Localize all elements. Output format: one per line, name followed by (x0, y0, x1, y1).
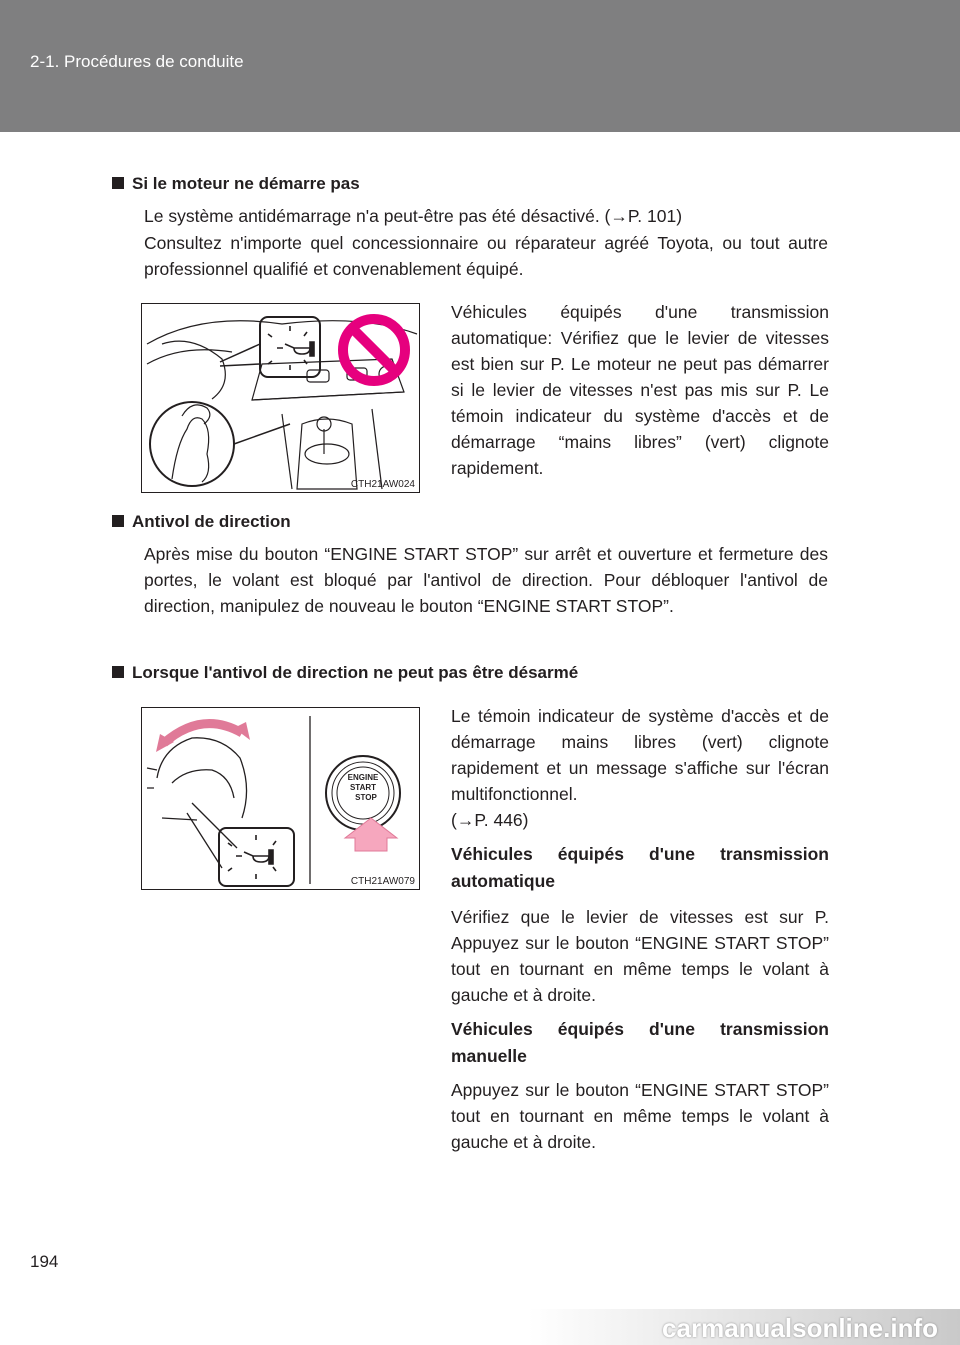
subsection-title-automatic: Véhicules équipés d'une transmission automatique (451, 844, 829, 891)
press-arrow-icon (345, 818, 397, 851)
figure-caption: Véhicules équipés d'une transmission automatique: Vérifiez que le levier de vitesses est bien sur P. Le moteur ne peut pas démarrer si le levier de vitesses n'est pas mis sur P. Le témoin indicateur du système d'accès et de démarrage “mains libres” (vert) clignote rapidement. (451, 302, 829, 478)
figure-steering-wheel-illustration (141, 707, 420, 890)
heading-text: Antivol de direction (132, 512, 291, 531)
paragraph: Consultez n'importe quel concessionnaire ou réparateur agréé Toyota, ou tout autre professionnel qualifié et convenablement équipé. (144, 233, 828, 279)
subsection-text-manual: Appuyez sur le bouton “ENGINE START STOP” tout en tournant en même temps le volant à gauche et à droite. (451, 1080, 829, 1152)
steering-wheel-and-button-illustration (142, 708, 420, 890)
heading-text: Si le moteur ne démarre pas (132, 174, 360, 193)
page-number: 194 (30, 1252, 59, 1271)
paragraph: Le système antidémarrage n'a peut-être pas été désactivé. (→P. 101) (144, 206, 683, 226)
no-entry-prohibition-icon (343, 319, 405, 381)
button-label-line: START (349, 783, 377, 792)
chapter-title: 2-1. Procédures de conduite (30, 52, 244, 71)
watermark (0, 1309, 960, 1345)
button-label-line: ENGINE (347, 773, 379, 782)
page-header (0, 0, 960, 132)
bullet-square-icon (112, 666, 124, 678)
section-heading-steering-lock (112, 510, 291, 534)
paragraph: Après mise du bouton “ENGINE START STOP” sur arrêt et ouverture et fermeture des portes, le volant est bloqué par l'antivol de direction. Pour débloquer l'antivol de direction, manipulez de nouveau le bouton “ENGINE START STOP”. (144, 544, 828, 616)
section-heading-steering-lock-cannot-release (112, 661, 578, 685)
figure-shift-lever-illustration (141, 303, 420, 493)
subsection-title-manual: Véhicules équipés d'une transmission manuelle (451, 1019, 829, 1066)
button-label-line: STOP (355, 793, 377, 802)
figure-code: CTH21AW024 (350, 479, 415, 490)
dashboard-illustration (142, 304, 420, 493)
bullet-square-icon (112, 515, 124, 527)
figure-code: CTH21AW079 (350, 876, 415, 887)
section-heading-engine-not-starting (112, 172, 360, 196)
page-reference: (→P. 446) (451, 810, 529, 830)
subsection-text-automatic: Vérifiez que le levier de vitesses est sur P. Appuyez sur le bouton “ENGINE START STOP” tout en tournant en même temps le volant à gauche et à droite. (451, 907, 829, 1005)
watermark-text: carmanualsonline.info (662, 1313, 938, 1343)
heading-text: Lorsque l'antivol de direction ne peut pas être désarmé (132, 663, 579, 682)
figure-caption: Le témoin indicateur de système d'accès et de démarrage mains libres (vert) clignote rapidement et un message s'affiche sur l'écran multifonctionnel. (451, 706, 829, 804)
bullet-square-icon (112, 177, 124, 189)
